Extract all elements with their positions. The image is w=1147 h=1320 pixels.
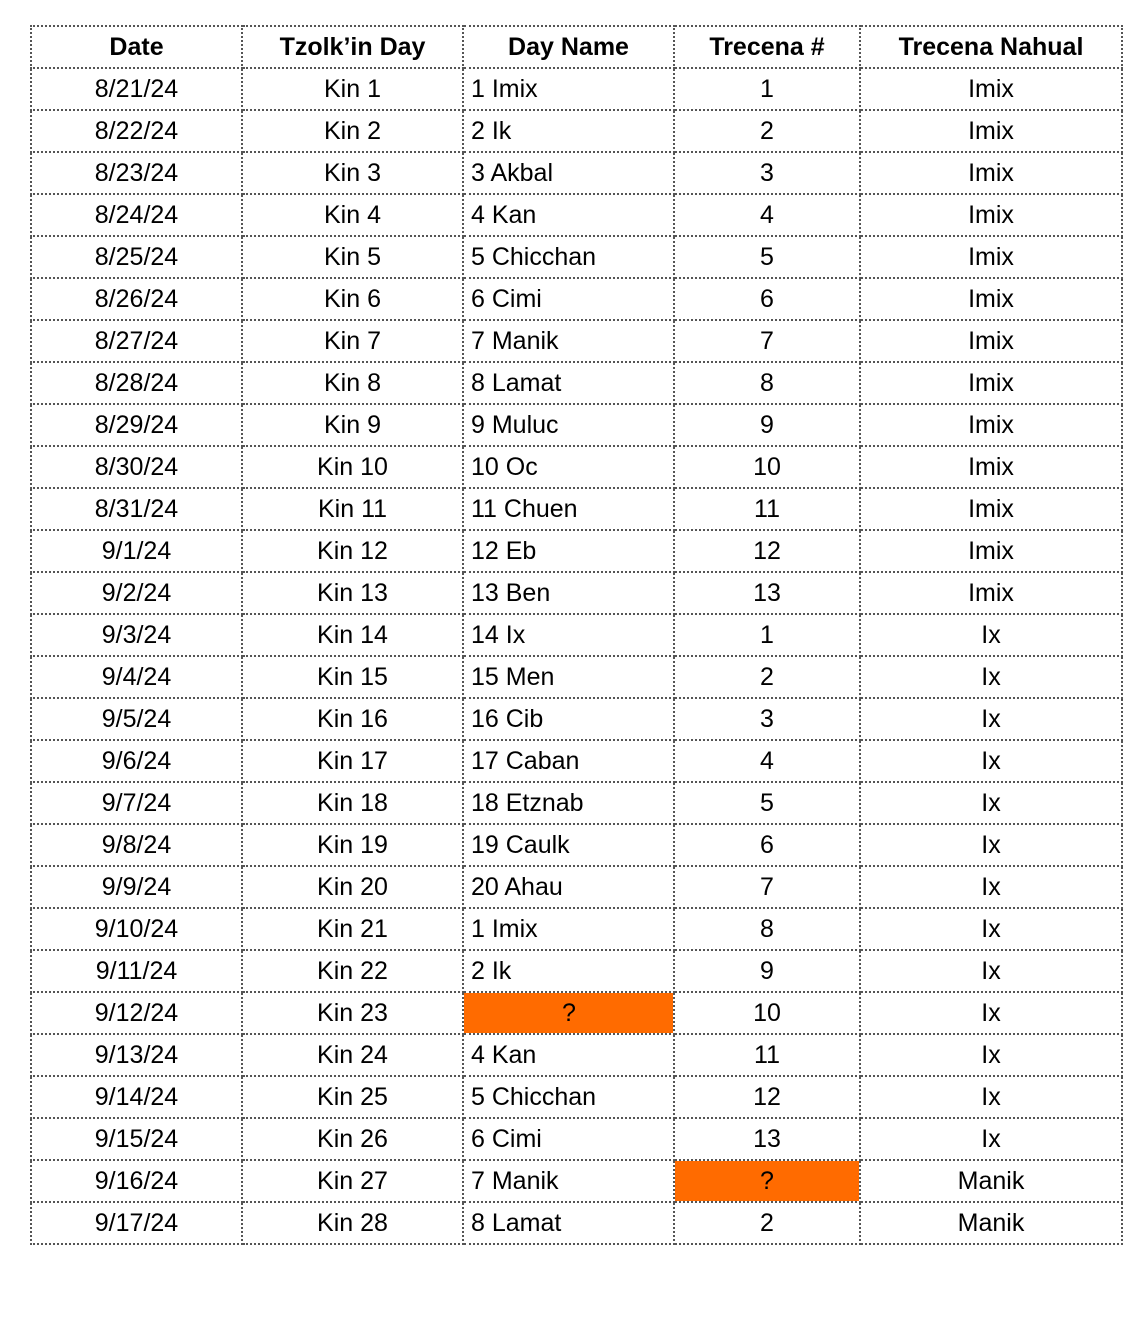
table-row xyxy=(31,656,1122,698)
table-row xyxy=(31,320,1122,362)
trecena-number-cell: 7 xyxy=(674,866,860,908)
day-name-cell: 8 Lamat xyxy=(463,1202,674,1244)
tzolkin-day-cell: Kin 28 xyxy=(242,1202,463,1244)
trecena-nahual-cell: Ix xyxy=(860,824,1122,866)
tzolkin-day-cell: Kin 23 xyxy=(242,992,463,1034)
date-cell: 8/31/24 xyxy=(31,488,242,530)
trecena-nahual-cell: Ix xyxy=(860,614,1122,656)
date-cell: 9/6/24 xyxy=(31,740,242,782)
trecena-nahual-cell: Ix xyxy=(860,866,1122,908)
tzolkin-day-cell: Kin 24 xyxy=(242,1034,463,1076)
trecena-nahual-cell: Ix xyxy=(860,740,1122,782)
trecena-nahual-cell: Ix xyxy=(860,908,1122,950)
date-cell: 9/13/24 xyxy=(31,1034,242,1076)
trecena-nahual-cell: Imix xyxy=(860,68,1122,110)
day-name-cell: 1 Imix xyxy=(463,908,674,950)
trecena-nahual-cell: Imix xyxy=(860,530,1122,572)
day-name-cell: 9 Muluc xyxy=(463,404,674,446)
tzolkin-day-cell: Kin 15 xyxy=(242,656,463,698)
date-cell: 8/22/24 xyxy=(31,110,242,152)
trecena-number-cell: 6 xyxy=(674,278,860,320)
header-tzolkin-day: Tzolk’in Day xyxy=(242,26,463,68)
tzolkin-day-cell: Kin 26 xyxy=(242,1118,463,1160)
table-row xyxy=(31,1202,1122,1244)
date-cell: 9/16/24 xyxy=(31,1160,242,1202)
day-name-cell: 19 Caulk xyxy=(463,824,674,866)
tzolkin-day-cell: Kin 4 xyxy=(242,194,463,236)
day-name-cell: 4 Kan xyxy=(463,1034,674,1076)
date-cell: 9/4/24 xyxy=(31,656,242,698)
trecena-number-cell: 11 xyxy=(674,1034,860,1076)
trecena-number-cell: 4 xyxy=(674,740,860,782)
day-name-cell: 2 Ik xyxy=(463,950,674,992)
table-row xyxy=(31,530,1122,572)
tzolkin-day-cell: Kin 5 xyxy=(242,236,463,278)
date-cell: 9/3/24 xyxy=(31,614,242,656)
tzolkin-day-cell: Kin 10 xyxy=(242,446,463,488)
tzolkin-day-cell: Kin 16 xyxy=(242,698,463,740)
trecena-nahual-cell: Imix xyxy=(860,236,1122,278)
day-name-cell: 20 Ahau xyxy=(463,866,674,908)
day-name-cell: 18 Etznab xyxy=(463,782,674,824)
trecena-nahual-cell: Ix xyxy=(860,1076,1122,1118)
table-row xyxy=(31,1076,1122,1118)
day-name-cell: 2 Ik xyxy=(463,110,674,152)
date-cell: 8/21/24 xyxy=(31,68,242,110)
table-row xyxy=(31,1118,1122,1160)
table-row xyxy=(31,488,1122,530)
date-cell: 9/1/24 xyxy=(31,530,242,572)
table-row xyxy=(31,152,1122,194)
tzolkin-day-cell: Kin 3 xyxy=(242,152,463,194)
day-name-cell: 6 Cimi xyxy=(463,278,674,320)
date-cell: 9/10/24 xyxy=(31,908,242,950)
table-row xyxy=(31,614,1122,656)
date-cell: 8/30/24 xyxy=(31,446,242,488)
table-row xyxy=(31,278,1122,320)
day-name-cell: 14 Ix xyxy=(463,614,674,656)
day-name-cell: 4 Kan xyxy=(463,194,674,236)
day-name-cell: 7 Manik xyxy=(463,1160,674,1202)
tzolkin-day-cell: Kin 21 xyxy=(242,908,463,950)
tzolkin-day-cell: Kin 13 xyxy=(242,572,463,614)
trecena-nahual-cell: Manik xyxy=(860,1202,1122,1244)
trecena-number-cell: 11 xyxy=(674,488,860,530)
trecena-nahual-cell: Ix xyxy=(860,950,1122,992)
trecena-number-cell: 13 xyxy=(674,1118,860,1160)
date-cell: 9/14/24 xyxy=(31,1076,242,1118)
tzolkin-day-cell: Kin 19 xyxy=(242,824,463,866)
tzolkin-day-cell: Kin 18 xyxy=(242,782,463,824)
trecena-number-cell: 9 xyxy=(674,404,860,446)
tzolkin-day-cell: Kin 20 xyxy=(242,866,463,908)
date-cell: 9/12/24 xyxy=(31,992,242,1034)
day-name-cell: 15 Men xyxy=(463,656,674,698)
tzolkin-day-cell: Kin 25 xyxy=(242,1076,463,1118)
date-cell: 8/29/24 xyxy=(31,404,242,446)
trecena-nahual-cell: Manik xyxy=(860,1160,1122,1202)
header-trecena-number: Trecena # xyxy=(674,26,860,68)
trecena-number-cell: 3 xyxy=(674,698,860,740)
table-row xyxy=(31,1034,1122,1076)
date-cell: 8/23/24 xyxy=(31,152,242,194)
trecena-number-cell: 8 xyxy=(674,362,860,404)
tzolkin-day-cell: Kin 14 xyxy=(242,614,463,656)
trecena-number-cell: 4 xyxy=(674,194,860,236)
tzolkin-day-cell: Kin 1 xyxy=(242,68,463,110)
trecena-nahual-cell: Ix xyxy=(860,656,1122,698)
day-name-cell: 8 Lamat xyxy=(463,362,674,404)
trecena-number-cell-highlighted: ? xyxy=(674,1160,860,1202)
tzolkin-day-cell: Kin 12 xyxy=(242,530,463,572)
table-row xyxy=(31,362,1122,404)
tzolkin-day-cell: Kin 8 xyxy=(242,362,463,404)
day-name-cell: 11 Chuen xyxy=(463,488,674,530)
table-row xyxy=(31,194,1122,236)
day-name-cell: 7 Manik xyxy=(463,320,674,362)
tzolkin-day-cell: Kin 2 xyxy=(242,110,463,152)
trecena-number-cell: 10 xyxy=(674,992,860,1034)
tzolkin-day-cell: Kin 17 xyxy=(242,740,463,782)
trecena-number-cell: 8 xyxy=(674,908,860,950)
table-row xyxy=(31,572,1122,614)
day-name-cell-highlighted: ? xyxy=(463,992,674,1034)
date-cell: 8/26/24 xyxy=(31,278,242,320)
trecena-nahual-cell: Imix xyxy=(860,572,1122,614)
trecena-nahual-cell: Imix xyxy=(860,488,1122,530)
trecena-number-cell: 5 xyxy=(674,236,860,278)
header-trecena-nahual: Trecena Nahual xyxy=(860,26,1122,68)
trecena-nahual-cell: Imix xyxy=(860,446,1122,488)
date-cell: 8/27/24 xyxy=(31,320,242,362)
date-cell: 9/8/24 xyxy=(31,824,242,866)
day-name-cell: 13 Ben xyxy=(463,572,674,614)
date-cell: 9/7/24 xyxy=(31,782,242,824)
trecena-number-cell: 12 xyxy=(674,530,860,572)
table-row xyxy=(31,992,1122,1034)
trecena-number-cell: 2 xyxy=(674,656,860,698)
tzolkin-day-cell: Kin 22 xyxy=(242,950,463,992)
trecena-number-cell: 2 xyxy=(674,1202,860,1244)
trecena-nahual-cell: Imix xyxy=(860,362,1122,404)
tzolkin-day-cell: Kin 9 xyxy=(242,404,463,446)
table-row xyxy=(31,110,1122,152)
table-row xyxy=(31,782,1122,824)
trecena-number-cell: 1 xyxy=(674,68,860,110)
table-row xyxy=(31,404,1122,446)
table-body xyxy=(31,68,1122,1244)
trecena-nahual-cell: Ix xyxy=(860,1118,1122,1160)
date-cell: 9/5/24 xyxy=(31,698,242,740)
date-cell: 8/24/24 xyxy=(31,194,242,236)
date-cell: 9/11/24 xyxy=(31,950,242,992)
trecena-nahual-cell: Imix xyxy=(860,110,1122,152)
table-row xyxy=(31,236,1122,278)
trecena-nahual-cell: Ix xyxy=(860,782,1122,824)
table-row xyxy=(31,698,1122,740)
trecena-number-cell: 2 xyxy=(674,110,860,152)
trecena-number-cell: 9 xyxy=(674,950,860,992)
trecena-number-cell: 13 xyxy=(674,572,860,614)
header-date: Date xyxy=(31,26,242,68)
day-name-cell: 17 Caban xyxy=(463,740,674,782)
day-name-cell: 12 Eb xyxy=(463,530,674,572)
trecena-nahual-cell: Imix xyxy=(860,404,1122,446)
trecena-number-cell: 7 xyxy=(674,320,860,362)
day-name-cell: 6 Cimi xyxy=(463,1118,674,1160)
date-cell: 9/2/24 xyxy=(31,572,242,614)
day-name-cell: 5 Chicchan xyxy=(463,1076,674,1118)
trecena-nahual-cell: Imix xyxy=(860,278,1122,320)
trecena-nahual-cell: Imix xyxy=(860,194,1122,236)
day-name-cell: 1 Imix xyxy=(463,68,674,110)
trecena-number-cell: 3 xyxy=(674,152,860,194)
tzolkin-day-cell: Kin 7 xyxy=(242,320,463,362)
date-cell: 9/17/24 xyxy=(31,1202,242,1244)
tzolkin-day-cell: Kin 11 xyxy=(242,488,463,530)
header-row xyxy=(31,26,1122,68)
table-row xyxy=(31,824,1122,866)
table-header xyxy=(31,26,1122,68)
trecena-nahual-cell: Imix xyxy=(860,320,1122,362)
table-row xyxy=(31,1160,1122,1202)
table-row xyxy=(31,68,1122,110)
tzolkin-table xyxy=(30,25,1123,1245)
date-cell: 8/28/24 xyxy=(31,362,242,404)
trecena-nahual-cell: Ix xyxy=(860,1034,1122,1076)
trecena-nahual-cell: Ix xyxy=(860,698,1122,740)
day-name-cell: 5 Chicchan xyxy=(463,236,674,278)
date-cell: 9/9/24 xyxy=(31,866,242,908)
trecena-number-cell: 6 xyxy=(674,824,860,866)
table-row xyxy=(31,866,1122,908)
trecena-number-cell: 12 xyxy=(674,1076,860,1118)
trecena-number-cell: 1 xyxy=(674,614,860,656)
date-cell: 8/25/24 xyxy=(31,236,242,278)
table-row xyxy=(31,950,1122,992)
trecena-number-cell: 10 xyxy=(674,446,860,488)
day-name-cell: 3 Akbal xyxy=(463,152,674,194)
date-cell: 9/15/24 xyxy=(31,1118,242,1160)
table-row xyxy=(31,740,1122,782)
trecena-nahual-cell: Imix xyxy=(860,152,1122,194)
table-row xyxy=(31,908,1122,950)
day-name-cell: 16 Cib xyxy=(463,698,674,740)
table-row xyxy=(31,446,1122,488)
day-name-cell: 10 Oc xyxy=(463,446,674,488)
tzolkin-day-cell: Kin 27 xyxy=(242,1160,463,1202)
tzolkin-day-cell: Kin 6 xyxy=(242,278,463,320)
trecena-nahual-cell: Ix xyxy=(860,992,1122,1034)
trecena-number-cell: 5 xyxy=(674,782,860,824)
header-day-name: Day Name xyxy=(463,26,674,68)
